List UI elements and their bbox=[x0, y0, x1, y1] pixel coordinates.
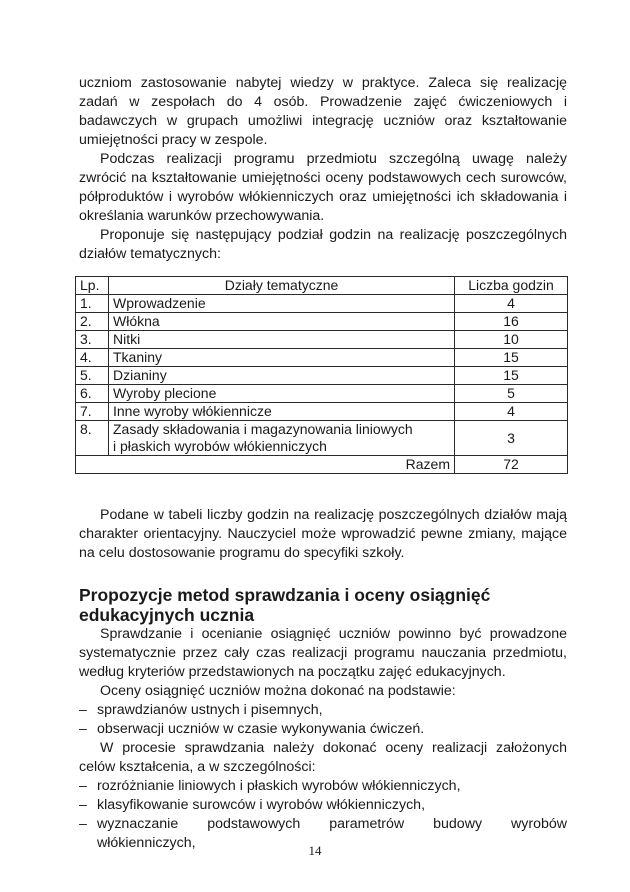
evaluation-criteria-list bbox=[79, 777, 567, 853]
row-lp: 7. bbox=[76, 403, 109, 421]
header-name: Działy tematyczne bbox=[109, 277, 455, 295]
table-row bbox=[76, 403, 568, 421]
list-item bbox=[79, 777, 567, 796]
row-hours: 15 bbox=[455, 349, 568, 367]
table-row bbox=[76, 367, 568, 385]
table-row bbox=[76, 385, 568, 403]
row-name-multiline bbox=[109, 421, 455, 456]
row-name: Inne wyroby włókiennicze bbox=[109, 403, 455, 421]
dash-mark: – bbox=[79, 816, 87, 832]
row-name: Włókna bbox=[109, 313, 455, 331]
table-row bbox=[76, 421, 568, 456]
page-content bbox=[79, 74, 567, 853]
list-item-text: wyznaczanie podstawowych parametrów budowy wyrobów włókienniczych, bbox=[97, 816, 567, 851]
row-lp: 3. bbox=[76, 331, 109, 349]
row-hours: 5 bbox=[455, 385, 568, 403]
list-item-text: klasyfikowanie surowców i wyrobów włókienniczych, bbox=[97, 797, 426, 813]
dash-mark: – bbox=[79, 702, 87, 718]
table-header-row bbox=[76, 277, 568, 295]
row-name: Nitki bbox=[109, 331, 455, 349]
section-paragraph-3: W procesie sprawdzania należy dokonać oceny realizacji założonych celów kształcenia, a w szczególności: bbox=[79, 740, 567, 775]
row-lp: 6. bbox=[76, 385, 109, 403]
header-hours: Liczba godzin bbox=[455, 277, 568, 295]
row-name-line-1: Zasady składowania i magazynowania liniowych bbox=[113, 421, 413, 437]
row-name-line-2: i płaskich wyrobów włókienniczych bbox=[113, 438, 327, 454]
dash-mark: – bbox=[79, 797, 87, 813]
dash-mark: – bbox=[79, 778, 87, 794]
row-hours: 3 bbox=[455, 421, 568, 456]
row-lp: 5. bbox=[76, 367, 109, 385]
row-lp: 1. bbox=[76, 295, 109, 313]
total-value: 72 bbox=[455, 456, 568, 474]
row-hours: 15 bbox=[455, 367, 568, 385]
section-paragraph-1: Sprawdzanie i ocenianie osiągnięć uczniów powinno być prowadzone systematycznie przez cały czas realizacji programu nauczania przedmiotu, według kryteriów przedstawionych na początku zajęć edukacyjnych. bbox=[79, 626, 567, 680]
topics-table bbox=[75, 276, 568, 474]
section-paragraph-2: Oceny osiągnięć uczniów można dokonać na podstawie: bbox=[100, 683, 456, 699]
row-lp: 2. bbox=[76, 313, 109, 331]
table-total-row bbox=[76, 456, 568, 474]
row-name: Wyroby plecione bbox=[109, 385, 455, 403]
list-item bbox=[79, 796, 567, 815]
row-hours: 16 bbox=[455, 313, 568, 331]
section-heading: Propozycje metod sprawdzania i oceny osiągnięć edukacyjnych ucznia bbox=[79, 585, 491, 625]
row-lp: 8. bbox=[76, 421, 109, 456]
intro-paragraph-3: Proponuje się następujący podział godzin na realizację poszczególnych działów tematycznych: bbox=[79, 227, 567, 262]
total-label: Razem bbox=[76, 456, 455, 474]
row-name: Tkaniny bbox=[109, 349, 455, 367]
row-lp: 4. bbox=[76, 349, 109, 367]
row-hours: 4 bbox=[455, 403, 568, 421]
row-hours: 4 bbox=[455, 295, 568, 313]
list-item bbox=[79, 720, 567, 739]
table-row bbox=[76, 331, 568, 349]
evaluation-basis-list bbox=[79, 701, 567, 739]
table-row bbox=[76, 313, 568, 331]
intro-paragraph-1: uczniom zastosowanie nabytej wiedzy w praktyce. Zaleca się realizację zadań w zespołach do 4 osób. Prowadzenie zajęć ćwiczeniowych i badawczych w grupach umożliwi integrację uczniów oraz kształtowanie umiejętności pracy w zespole. bbox=[79, 75, 567, 148]
row-hours: 10 bbox=[455, 331, 568, 349]
row-name: Wprowadzenie bbox=[109, 295, 455, 313]
header-lp: Lp. bbox=[76, 277, 109, 295]
list-item-text: sprawdzianów ustnych i pisemnych, bbox=[97, 702, 323, 718]
after-table-paragraph: Podane w tabeli liczby godzin na realizację poszczególnych działów mają charakter orientacyjny. Nauczyciel może wprowadzić pewne zmiany, mające na celu dostosowanie programu do specyfiki szkoły. bbox=[79, 507, 567, 561]
dash-mark: – bbox=[79, 721, 87, 737]
intro-block bbox=[79, 74, 567, 264]
list-item-text: obserwacji uczniów w czasie wykonywania ćwiczeń. bbox=[97, 721, 425, 737]
list-item-text: rozróżnianie liniowych i płaskich wyrobów włókienniczych, bbox=[97, 778, 461, 794]
page-number: 14 bbox=[308, 843, 322, 858]
list-item bbox=[79, 701, 567, 720]
row-name: Dzianiny bbox=[109, 367, 455, 385]
table-row bbox=[76, 295, 568, 313]
table-row bbox=[76, 349, 568, 367]
intro-paragraph-2: Podczas realizacji programu przedmiotu szczególną uwagę należy zwrócić na kształtowanie umiejętności oceny podstawowych cech surowców, półproduktów i wyrobów włókienniczych oraz umiejętności ich składowania i określania warunków przechowywania. bbox=[79, 151, 567, 224]
